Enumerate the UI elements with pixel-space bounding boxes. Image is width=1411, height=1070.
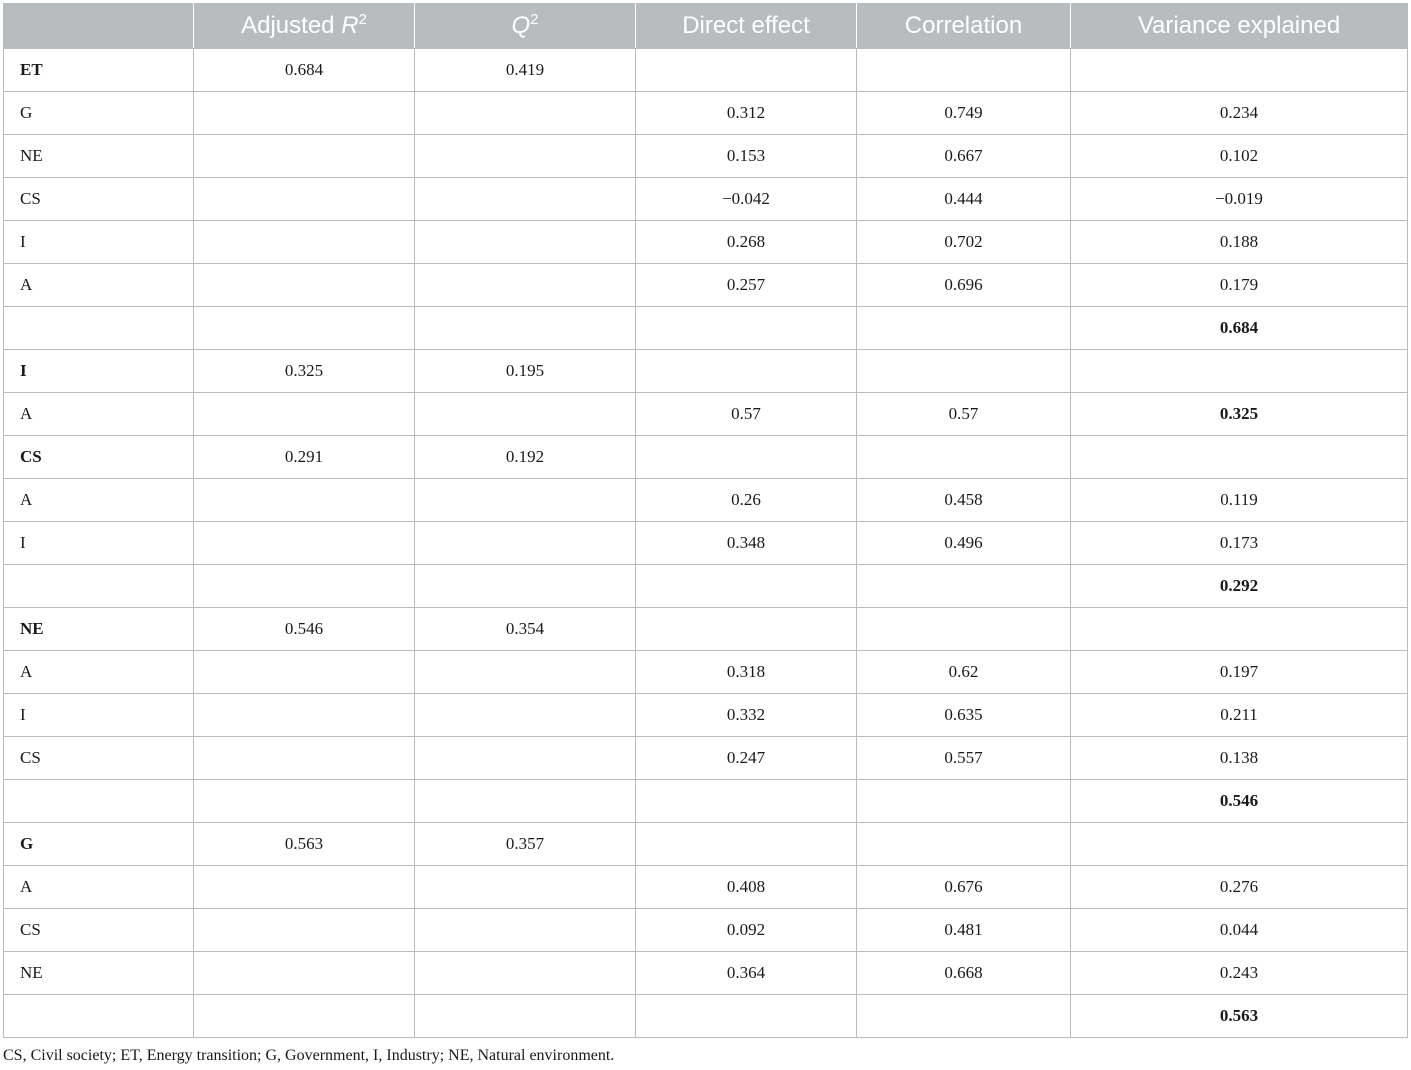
table-row [4, 92, 1408, 135]
header-row [4, 4, 1408, 49]
cell-direct-effect [636, 995, 857, 1038]
cell-direct-effect [636, 565, 857, 608]
cell-direct-effect: 0.312 [636, 92, 857, 135]
cell-direct-effect: 0.332 [636, 694, 857, 737]
cell-direct-effect [636, 307, 857, 350]
cell-direct-effect: 0.153 [636, 135, 857, 178]
cell-adjusted-r2 [194, 307, 415, 350]
table-row [4, 49, 1408, 92]
cell-q2 [415, 995, 636, 1038]
cell-adjusted-r2 [194, 737, 415, 780]
table-row [4, 522, 1408, 565]
cell-variance-explained [1071, 823, 1408, 866]
header-r-var: R [341, 12, 359, 39]
table-row [4, 866, 1408, 909]
cell-direct-effect [636, 350, 857, 393]
header-q-var: Q [511, 12, 531, 39]
cell-adjusted-r2 [194, 264, 415, 307]
cell-q2: 0.195 [415, 350, 636, 393]
cell-q2 [415, 264, 636, 307]
cell-direct-effect: 0.257 [636, 264, 857, 307]
cell-adjusted-r2: 0.291 [194, 436, 415, 479]
cell-adjusted-r2 [194, 952, 415, 995]
cell-variance-explained: 0.276 [1071, 866, 1408, 909]
table-row [4, 909, 1408, 952]
row-label: G [4, 92, 194, 135]
header-adjusted-r2-text: Adjusted [241, 12, 342, 39]
cell-variance-explained: 0.563 [1071, 995, 1408, 1038]
cell-q2 [415, 522, 636, 565]
cell-correlation: 0.458 [857, 479, 1071, 522]
row-label: ET [4, 49, 194, 92]
cell-variance-explained: 0.243 [1071, 952, 1408, 995]
cell-direct-effect: 0.247 [636, 737, 857, 780]
row-label: A [4, 393, 194, 436]
row-label: A [4, 651, 194, 694]
header-q-sup: 2 [530, 11, 539, 28]
row-label: CS [4, 737, 194, 780]
cell-direct-effect: 0.348 [636, 522, 857, 565]
cell-direct-effect: 0.092 [636, 909, 857, 952]
row-label: CS [4, 909, 194, 952]
cell-variance-explained: 0.138 [1071, 737, 1408, 780]
cell-q2 [415, 780, 636, 823]
row-label: A [4, 866, 194, 909]
table-row [4, 307, 1408, 350]
cell-correlation: 0.444 [857, 178, 1071, 221]
cell-correlation: 0.702 [857, 221, 1071, 264]
cell-direct-effect: 0.26 [636, 479, 857, 522]
cell-q2 [415, 135, 636, 178]
cell-adjusted-r2 [194, 866, 415, 909]
cell-variance-explained [1071, 49, 1408, 92]
cell-adjusted-r2 [194, 479, 415, 522]
cell-correlation: 0.635 [857, 694, 1071, 737]
cell-variance-explained: 0.188 [1071, 221, 1408, 264]
cell-direct-effect [636, 436, 857, 479]
cell-q2 [415, 307, 636, 350]
cell-adjusted-r2 [194, 909, 415, 952]
table-row [4, 651, 1408, 694]
cell-q2 [415, 909, 636, 952]
cell-direct-effect: 0.364 [636, 952, 857, 995]
cell-variance-explained: 0.197 [1071, 651, 1408, 694]
cell-correlation: 0.57 [857, 393, 1071, 436]
table-row [4, 479, 1408, 522]
cell-correlation: 0.696 [857, 264, 1071, 307]
cell-correlation: 0.62 [857, 651, 1071, 694]
table-row [4, 952, 1408, 995]
cell-variance-explained: 0.119 [1071, 479, 1408, 522]
cell-adjusted-r2 [194, 995, 415, 1038]
cell-adjusted-r2: 0.546 [194, 608, 415, 651]
cell-variance-explained: 0.102 [1071, 135, 1408, 178]
table-footnote: CS, Civil society; ET, Energy transition; G, Government, I, Industry; NE, Natural environment. [3, 1047, 615, 1064]
table-row [4, 780, 1408, 823]
table-body [4, 49, 1408, 1038]
cell-adjusted-r2: 0.684 [194, 49, 415, 92]
row-label [4, 307, 194, 350]
table-row [4, 995, 1408, 1038]
cell-correlation: 0.668 [857, 952, 1071, 995]
cell-q2 [415, 737, 636, 780]
cell-adjusted-r2: 0.563 [194, 823, 415, 866]
row-label: A [4, 264, 194, 307]
cell-direct-effect [636, 608, 857, 651]
cell-variance-explained [1071, 436, 1408, 479]
cell-correlation: 0.676 [857, 866, 1071, 909]
row-label [4, 780, 194, 823]
table-row [4, 264, 1408, 307]
cell-adjusted-r2 [194, 393, 415, 436]
cell-variance-explained [1071, 350, 1408, 393]
cell-q2 [415, 479, 636, 522]
cell-direct-effect: −0.042 [636, 178, 857, 221]
row-label: A [4, 479, 194, 522]
cell-variance-explained [1071, 608, 1408, 651]
table-row [4, 135, 1408, 178]
cell-adjusted-r2 [194, 221, 415, 264]
cell-correlation [857, 49, 1071, 92]
cell-variance-explained: 0.325 [1071, 393, 1408, 436]
cell-variance-explained: 0.292 [1071, 565, 1408, 608]
cell-q2: 0.192 [415, 436, 636, 479]
cell-correlation: 0.481 [857, 909, 1071, 952]
cell-variance-explained: 0.044 [1071, 909, 1408, 952]
row-label: I [4, 694, 194, 737]
cell-q2 [415, 694, 636, 737]
header-direct-effect: Direct effect [636, 4, 857, 49]
cell-direct-effect [636, 780, 857, 823]
table-row [4, 221, 1408, 264]
cell-correlation [857, 350, 1071, 393]
cell-adjusted-r2 [194, 135, 415, 178]
table-row [4, 178, 1408, 221]
cell-correlation: 0.749 [857, 92, 1071, 135]
cell-q2: 0.357 [415, 823, 636, 866]
row-label: CS [4, 436, 194, 479]
cell-variance-explained: 0.684 [1071, 307, 1408, 350]
header-r-sup: 2 [358, 11, 367, 28]
cell-direct-effect: 0.318 [636, 651, 857, 694]
table-row [4, 393, 1408, 436]
cell-q2 [415, 393, 636, 436]
cell-adjusted-r2 [194, 694, 415, 737]
table-row [4, 565, 1408, 608]
header-correlation: Correlation [857, 4, 1071, 49]
row-label: NE [4, 608, 194, 651]
cell-q2 [415, 92, 636, 135]
cell-variance-explained: 0.211 [1071, 694, 1408, 737]
header-adjusted-r2 [194, 4, 415, 49]
cell-q2 [415, 221, 636, 264]
cell-q2 [415, 952, 636, 995]
cell-correlation: 0.496 [857, 522, 1071, 565]
cell-variance-explained: 0.234 [1071, 92, 1408, 135]
row-label [4, 565, 194, 608]
cell-adjusted-r2 [194, 178, 415, 221]
cell-direct-effect: 0.408 [636, 866, 857, 909]
table-row [4, 694, 1408, 737]
cell-adjusted-r2 [194, 651, 415, 694]
row-label: NE [4, 952, 194, 995]
row-label: G [4, 823, 194, 866]
cell-q2 [415, 565, 636, 608]
cell-correlation [857, 436, 1071, 479]
table-row [4, 823, 1408, 866]
header-variance-explained: Variance explained [1071, 4, 1408, 49]
cell-adjusted-r2 [194, 565, 415, 608]
cell-variance-explained: −0.019 [1071, 178, 1408, 221]
row-label [4, 995, 194, 1038]
cell-correlation [857, 780, 1071, 823]
cell-q2: 0.419 [415, 49, 636, 92]
cell-direct-effect: 0.57 [636, 393, 857, 436]
cell-q2 [415, 178, 636, 221]
results-table [3, 3, 1408, 1038]
cell-correlation: 0.557 [857, 737, 1071, 780]
cell-q2 [415, 866, 636, 909]
table-row [4, 436, 1408, 479]
cell-q2 [415, 651, 636, 694]
table-row [4, 350, 1408, 393]
cell-correlation [857, 995, 1071, 1038]
row-label: NE [4, 135, 194, 178]
cell-variance-explained: 0.546 [1071, 780, 1408, 823]
row-label: CS [4, 178, 194, 221]
cell-q2: 0.354 [415, 608, 636, 651]
header-blank [4, 4, 194, 49]
cell-correlation [857, 823, 1071, 866]
cell-correlation [857, 307, 1071, 350]
row-label: I [4, 221, 194, 264]
cell-adjusted-r2 [194, 92, 415, 135]
cell-direct-effect: 0.268 [636, 221, 857, 264]
cell-variance-explained: 0.173 [1071, 522, 1408, 565]
table-row [4, 608, 1408, 651]
cell-adjusted-r2 [194, 780, 415, 823]
table-row [4, 737, 1408, 780]
cell-direct-effect [636, 823, 857, 866]
cell-correlation: 0.667 [857, 135, 1071, 178]
table-header [4, 4, 1408, 49]
cell-direct-effect [636, 49, 857, 92]
cell-adjusted-r2: 0.325 [194, 350, 415, 393]
cell-correlation [857, 565, 1071, 608]
cell-adjusted-r2 [194, 522, 415, 565]
row-label: I [4, 350, 194, 393]
cell-variance-explained: 0.179 [1071, 264, 1408, 307]
header-q2 [415, 4, 636, 49]
row-label: I [4, 522, 194, 565]
cell-correlation [857, 608, 1071, 651]
